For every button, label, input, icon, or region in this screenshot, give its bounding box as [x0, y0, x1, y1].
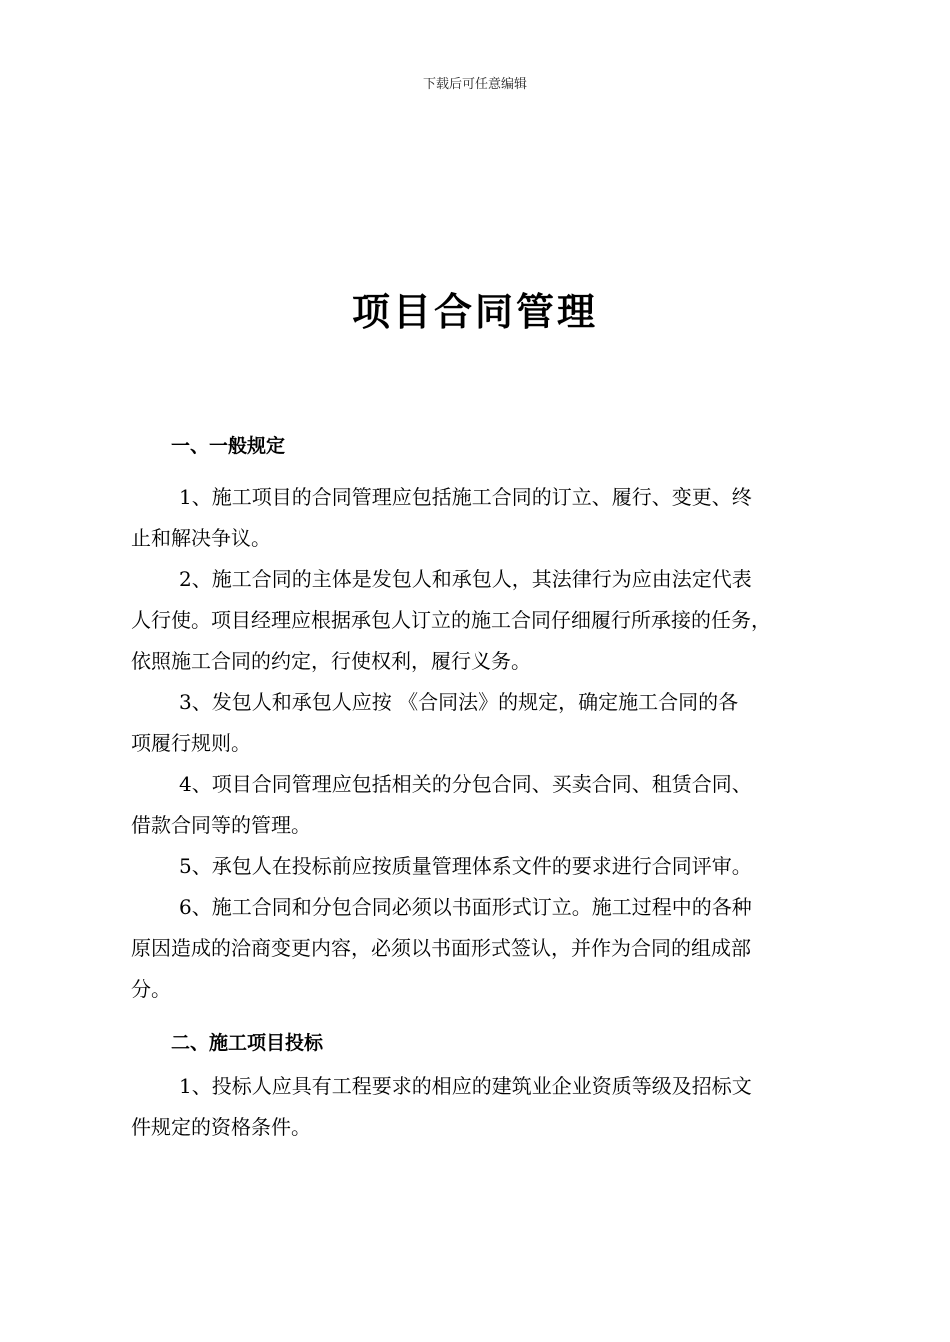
text-line: 借款合同等的管理。 — [131, 813, 311, 837]
paragraph — [131, 1066, 831, 1148]
section-heading: 一、一般规定 — [171, 435, 286, 457]
text-line: 1、施工项目的合同管理应包括施工合同的订立、履行、变更、终 — [179, 485, 752, 509]
text-line: 件规定的资格条件。 — [131, 1115, 311, 1139]
paragraph — [131, 559, 831, 682]
text-line: 4、项目合同管理应包括相关的分包合同、买卖合同、租赁合同、 — [179, 772, 752, 796]
text-line: 止和解决争议。 — [131, 526, 271, 550]
text-line: 依照施工合同的约定，行使权利，履行义务。 — [131, 649, 531, 673]
text-line: 6、施工合同和分包合同必须以书面形式订立。施工过程中的各种 — [179, 895, 752, 919]
text-line: 项履行规则。 — [131, 731, 251, 755]
text-line: 人行使。项目经理应根据承包人订立的施工合同仔细履行所承接的任务， — [131, 608, 771, 632]
section-heading: 二、施工项目投标 — [171, 1032, 324, 1054]
page-header — [0, 76, 950, 94]
text-line: 5、承包人在投标前应按质量管理体系文件的要求进行合同评审。 — [179, 854, 752, 878]
text-line: 2、施工合同的主体是发包人和承包人，其法律行为应由法定代表 — [179, 567, 752, 591]
text-line: 原因造成的洽商变更内容，必须以书面形式签认，并作为合同的组成部 — [131, 936, 751, 960]
paragraph — [131, 682, 831, 764]
text-line: 分。 — [131, 977, 171, 1001]
paragraph — [131, 764, 831, 846]
text-line: 3、发包人和承包人应按 《合同法》的规定，确定施工合同的各 — [179, 690, 739, 714]
paragraph — [131, 887, 831, 1010]
page-header-text: 下载后可任意编辑 — [422, 77, 527, 92]
document-title: 项目合同管理 — [351, 290, 598, 334]
text-line: 1、投标人应具有工程要求的相应的建筑业企业资质等级及招标文 — [179, 1074, 752, 1098]
paragraph — [131, 477, 831, 559]
paragraph — [131, 846, 831, 887]
document-body — [131, 427, 831, 1148]
